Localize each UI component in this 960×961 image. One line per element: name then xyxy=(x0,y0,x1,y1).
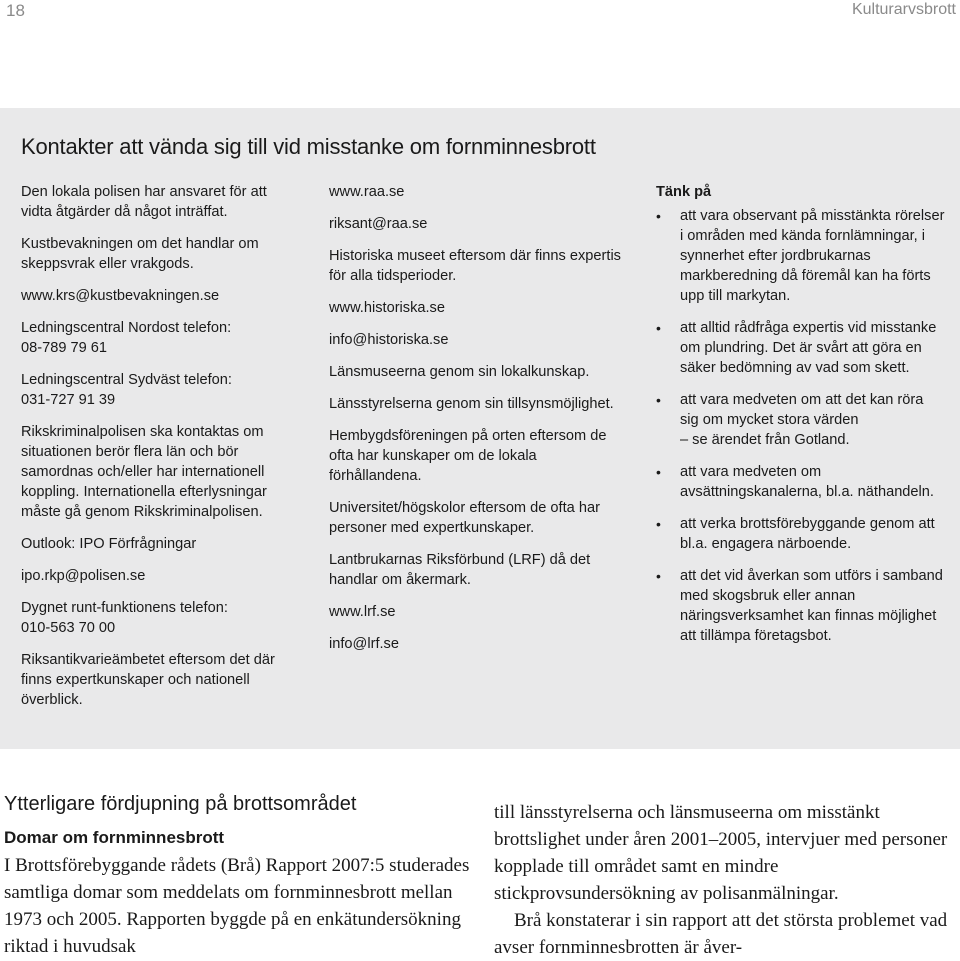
paragraph: Länsstyrelserna genom sin tillsynsmöjlighet. xyxy=(329,396,614,412)
contacts-box-title: Kontakter att vända sig till vid misstanke om fornminnesbrott xyxy=(21,134,596,159)
tank-pa-heading: Tänk på xyxy=(656,184,712,200)
raa-web-link[interactable]: www.raa.se xyxy=(329,184,405,200)
body-paragraph: Brå konstaterar i sin rapport att det största problemet vad avser fornminnesbrotten är åver- xyxy=(494,910,948,958)
paragraph: Universitet/högskolor eftersom de ofta har personer med expertkunskaper. xyxy=(329,500,600,536)
historiska-web-link[interactable]: www.historiska.se xyxy=(329,300,445,316)
contacts-column-2 xyxy=(329,182,629,666)
paragraph: Riksantikvarieämbetet eftersom det där finns expertkunskaper och nationell överblick. xyxy=(21,652,275,708)
raa-email-link[interactable]: riksant@raa.se xyxy=(329,216,428,232)
list-item-text: att det vid åverkan som utförs i samband med skogsbruk eller annan näringsverksamhet kan finnas möjlighet att tillämpa företagsbot. xyxy=(680,568,943,644)
paragraph: Hembygdsföreningen på orten eftersom de ofta har kunskaper om de lokala förhållandena. xyxy=(329,428,607,484)
list-item xyxy=(656,390,946,450)
paragraph: Dygnet runt-funktionens telefon: 010-563 70 00 xyxy=(21,600,228,636)
section-title: Ytterligare fördjupning på brottsområdet xyxy=(4,793,357,815)
list-item xyxy=(656,566,946,646)
body-paragraph: till länsstyrelserna och länsmuseerna om misstänkt brottslighet under åren 2001–2005, intervjuer med personer kopplade till området samt en mindre stickprovsundersökning av polisanmälningar. xyxy=(494,802,948,904)
tank-pa-column xyxy=(656,182,946,658)
body-text-left: I Brottsförebyggande rådets (Brå) Rapport 2007:5 studerades samtliga domar som meddelats om fornminnesbrott mellan 1973 och 2005. Rapporten byggde på en enkätundersökning riktad i huvudsak xyxy=(4,855,470,957)
paragraph: Den lokala polisen har ansvaret för att vidta åtgärder då något inträffat. xyxy=(21,184,267,220)
paragraph: Historiska museet eftersom där finns expertis för alla tidsperioder. xyxy=(329,248,621,284)
paragraph: Kustbevakningen om det handlar om skeppsvrak eller vrakgods. xyxy=(21,236,259,272)
list-item-text: att vara medveten om avsättningskanalerna, bl.a. näthandeln. xyxy=(680,464,934,500)
bullet-icon: • xyxy=(656,516,661,532)
contacts-column-1 xyxy=(21,182,301,722)
paragraph: Ledningscentral Nordost telefon: 08-789 79 61 xyxy=(21,320,232,356)
list-item xyxy=(656,514,946,554)
paragraph: Outlook: IPO Förfrågningar xyxy=(21,536,197,552)
polisen-email-link[interactable]: ipo.rkp@polisen.se xyxy=(21,568,146,584)
list-item xyxy=(656,462,946,502)
historiska-email-link[interactable]: info@historiska.se xyxy=(329,332,449,348)
bullet-icon: • xyxy=(656,464,661,480)
page-number: 18 xyxy=(6,1,25,20)
bullet-icon: • xyxy=(656,320,661,336)
kustbevakningen-link[interactable]: www.krs@kustbevakningen.se xyxy=(21,288,220,304)
bullet-icon: • xyxy=(656,208,661,224)
bullet-icon: • xyxy=(656,568,661,584)
list-item-text: att vara medveten om att det kan röra sig om mycket stora värden xyxy=(680,392,924,428)
section-subtitle: Domar om fornminnesbrott xyxy=(4,828,225,847)
tank-pa-list xyxy=(656,206,946,646)
list-item-text: att verka brottsförebyggande genom att bl.a. engagera närboende. xyxy=(680,516,935,552)
paragraph: Lantbrukarnas Riksförbund (LRF) då det handlar om åkermark. xyxy=(329,552,591,588)
list-item-text: att vara observant på misstänkta rörelser i områden med kända fornlämningar, i synnerhet efter jordbrukarnas markberedning då föremål kan ha förts upp till markytan. xyxy=(680,208,945,304)
list-item xyxy=(656,206,946,306)
running-head: Kulturarvsbrott xyxy=(851,1,956,18)
paragraph: Länsmuseerna genom sin lokalkunskap. xyxy=(329,364,590,380)
body-text-right xyxy=(494,799,954,961)
bullet-icon: • xyxy=(656,392,661,408)
paragraph: Rikskriminalpolisen ska kontaktas om situationen berör flera län och bör samordnas och/eller har internationell koppling. Internationella efterlysningar måste gå genom Rikskriminalpolisen. xyxy=(21,424,267,520)
contacts-box xyxy=(0,108,960,749)
lrf-email-link[interactable]: info@lrf.se xyxy=(329,636,399,652)
list-item-text: att alltid rådfråga expertis vid misstanke om plundring. Det är svårt att göra en säker bedömning av vad som skett. xyxy=(680,320,937,376)
list-item-subtext: – se ärendet från Gotland. xyxy=(680,432,850,448)
list-item xyxy=(656,318,946,378)
paragraph: Ledningscentral Sydväst telefon: 031-727 91 39 xyxy=(21,372,232,408)
lrf-web-link[interactable]: www.lrf.se xyxy=(329,604,396,620)
